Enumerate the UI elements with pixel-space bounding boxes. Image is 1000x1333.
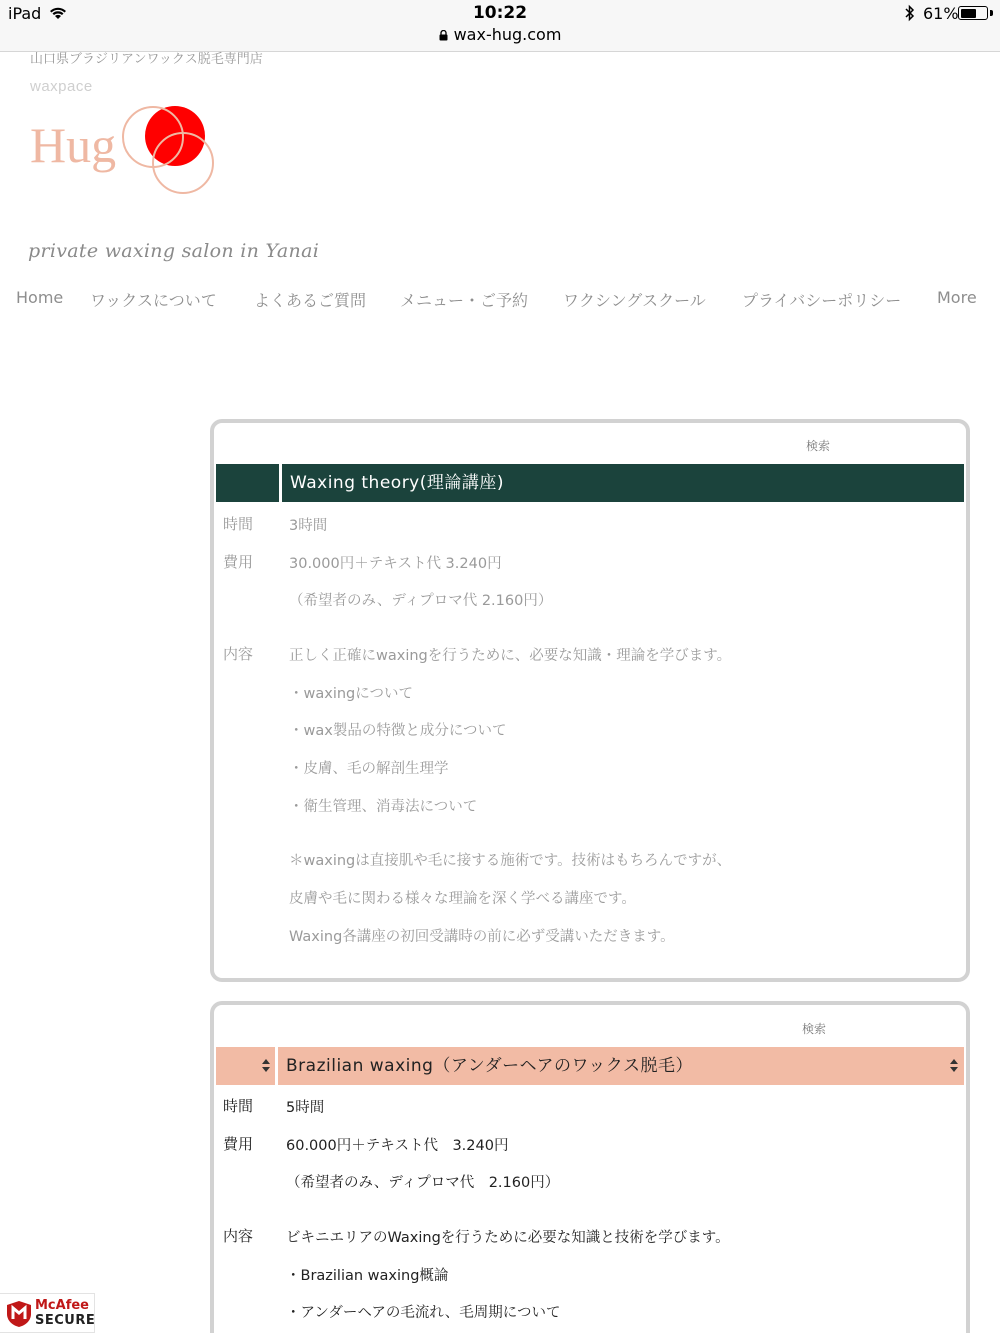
note-line: ＊waxingは直接肌や毛に接する施術です。技術はもちろんですが、 [289, 853, 732, 869]
content-label: 内容 [223, 1227, 254, 1245]
content-line: ・Brazilian waxing概論 [286, 1268, 449, 1284]
main-nav [0, 288, 1000, 316]
brand-subtitle: waxpace [30, 78, 93, 95]
time-value: 5時間 [286, 1100, 325, 1116]
time-value: 3時間 [289, 518, 328, 534]
fee-value: 60.000円＋テキスト代 3.240円 [286, 1138, 509, 1154]
fee-note: （希望者のみ、ディプロマ代 2.160円） [289, 593, 553, 609]
nav-waxing-school[interactable]: ワクシングスクール [563, 291, 706, 310]
nav-more[interactable]: More [937, 288, 977, 307]
lock-icon [439, 30, 448, 41]
mcafee-secure-badge[interactable] [0, 1293, 95, 1333]
bluetooth-icon [903, 4, 917, 22]
course-title[interactable] [278, 1047, 964, 1085]
header-tagline: 山口県ブラジリアンワックス脱毛専門店 [30, 52, 263, 67]
fee-value: 30.000円＋テキスト代 3.240円 [289, 556, 502, 572]
ios-status-bar [0, 0, 1000, 52]
title-cell-spacer[interactable] [216, 1047, 275, 1085]
time-label: 時間 [223, 1097, 254, 1115]
course-panel-theory [210, 419, 970, 982]
logo-text: Hug [30, 117, 117, 173]
content-line: ・衛生管理、消毒法について [289, 799, 478, 815]
time-label: 時間 [223, 515, 254, 533]
badge-brand: McAfee [35, 1298, 89, 1313]
content-line: 正しく正確にwaxingを行うために、必要な知識・理論を学びます。 [289, 648, 732, 664]
nav-about-wax[interactable]: ワックスについて [90, 291, 217, 310]
shield-icon [6, 1300, 32, 1328]
content-line: ビキニエリアのWaxingを行うために必要な知識と技術を学びます。 [286, 1230, 730, 1246]
address-bar[interactable] [0, 25, 1000, 44]
fee-note: （希望者のみ、ディプロマ代 2.160円） [286, 1175, 560, 1191]
nav-privacy-policy[interactable]: プライバシーポリシー [742, 291, 902, 310]
course-title-row [216, 1047, 964, 1085]
content-line: ・アンダーヘアの毛流れ、毛周期について [286, 1305, 561, 1321]
battery-percent: 61% [923, 4, 959, 23]
script-tagline: private waxing salon in Yanai [28, 240, 320, 262]
nav-faq[interactable]: よくあるご質問 [254, 291, 367, 310]
clock: 10:22 [472, 3, 528, 23]
search-link[interactable]: 検索 [805, 439, 830, 453]
note-line: Waxing各講座の初回受講時の前に必ず受講いただきます。 [289, 929, 675, 945]
course-title-row [216, 464, 964, 502]
content-line: ・wax製品の特徴と成分について [289, 723, 507, 739]
battery-level [961, 9, 976, 18]
nav-menu-booking[interactable]: メニュー・ご予約 [400, 291, 529, 310]
content-line: ・waxingについて [289, 686, 413, 702]
sort-arrows-icon[interactable] [950, 1059, 958, 1073]
fee-label: 費用 [223, 553, 254, 571]
site-logo[interactable] [28, 104, 243, 204]
content-label: 内容 [223, 645, 254, 663]
course-panel-brazilian [210, 1001, 970, 1333]
title-cell-spacer [216, 464, 279, 502]
battery-tip [990, 10, 993, 16]
battery-icon [958, 6, 988, 20]
course-title: Waxing theory(理論講座) [282, 464, 964, 502]
badge-secure: SECURE [35, 1313, 96, 1328]
note-line: 皮膚や毛に関わる様々な理論を深く学べる講座です。 [289, 891, 636, 907]
url-text: wax-hug.com [453, 25, 562, 44]
content-line: ・皮膚、毛の解剖生理学 [289, 761, 449, 777]
course-title-text: Brazilian waxing（アンダーヘアのワックス脱毛） [286, 1056, 694, 1076]
device-name: iPad [8, 4, 42, 23]
search-link[interactable]: 検索 [801, 1022, 826, 1036]
fee-label: 費用 [223, 1135, 254, 1153]
nav-home[interactable]: Home [16, 288, 64, 307]
sort-arrows-icon[interactable] [262, 1059, 270, 1073]
